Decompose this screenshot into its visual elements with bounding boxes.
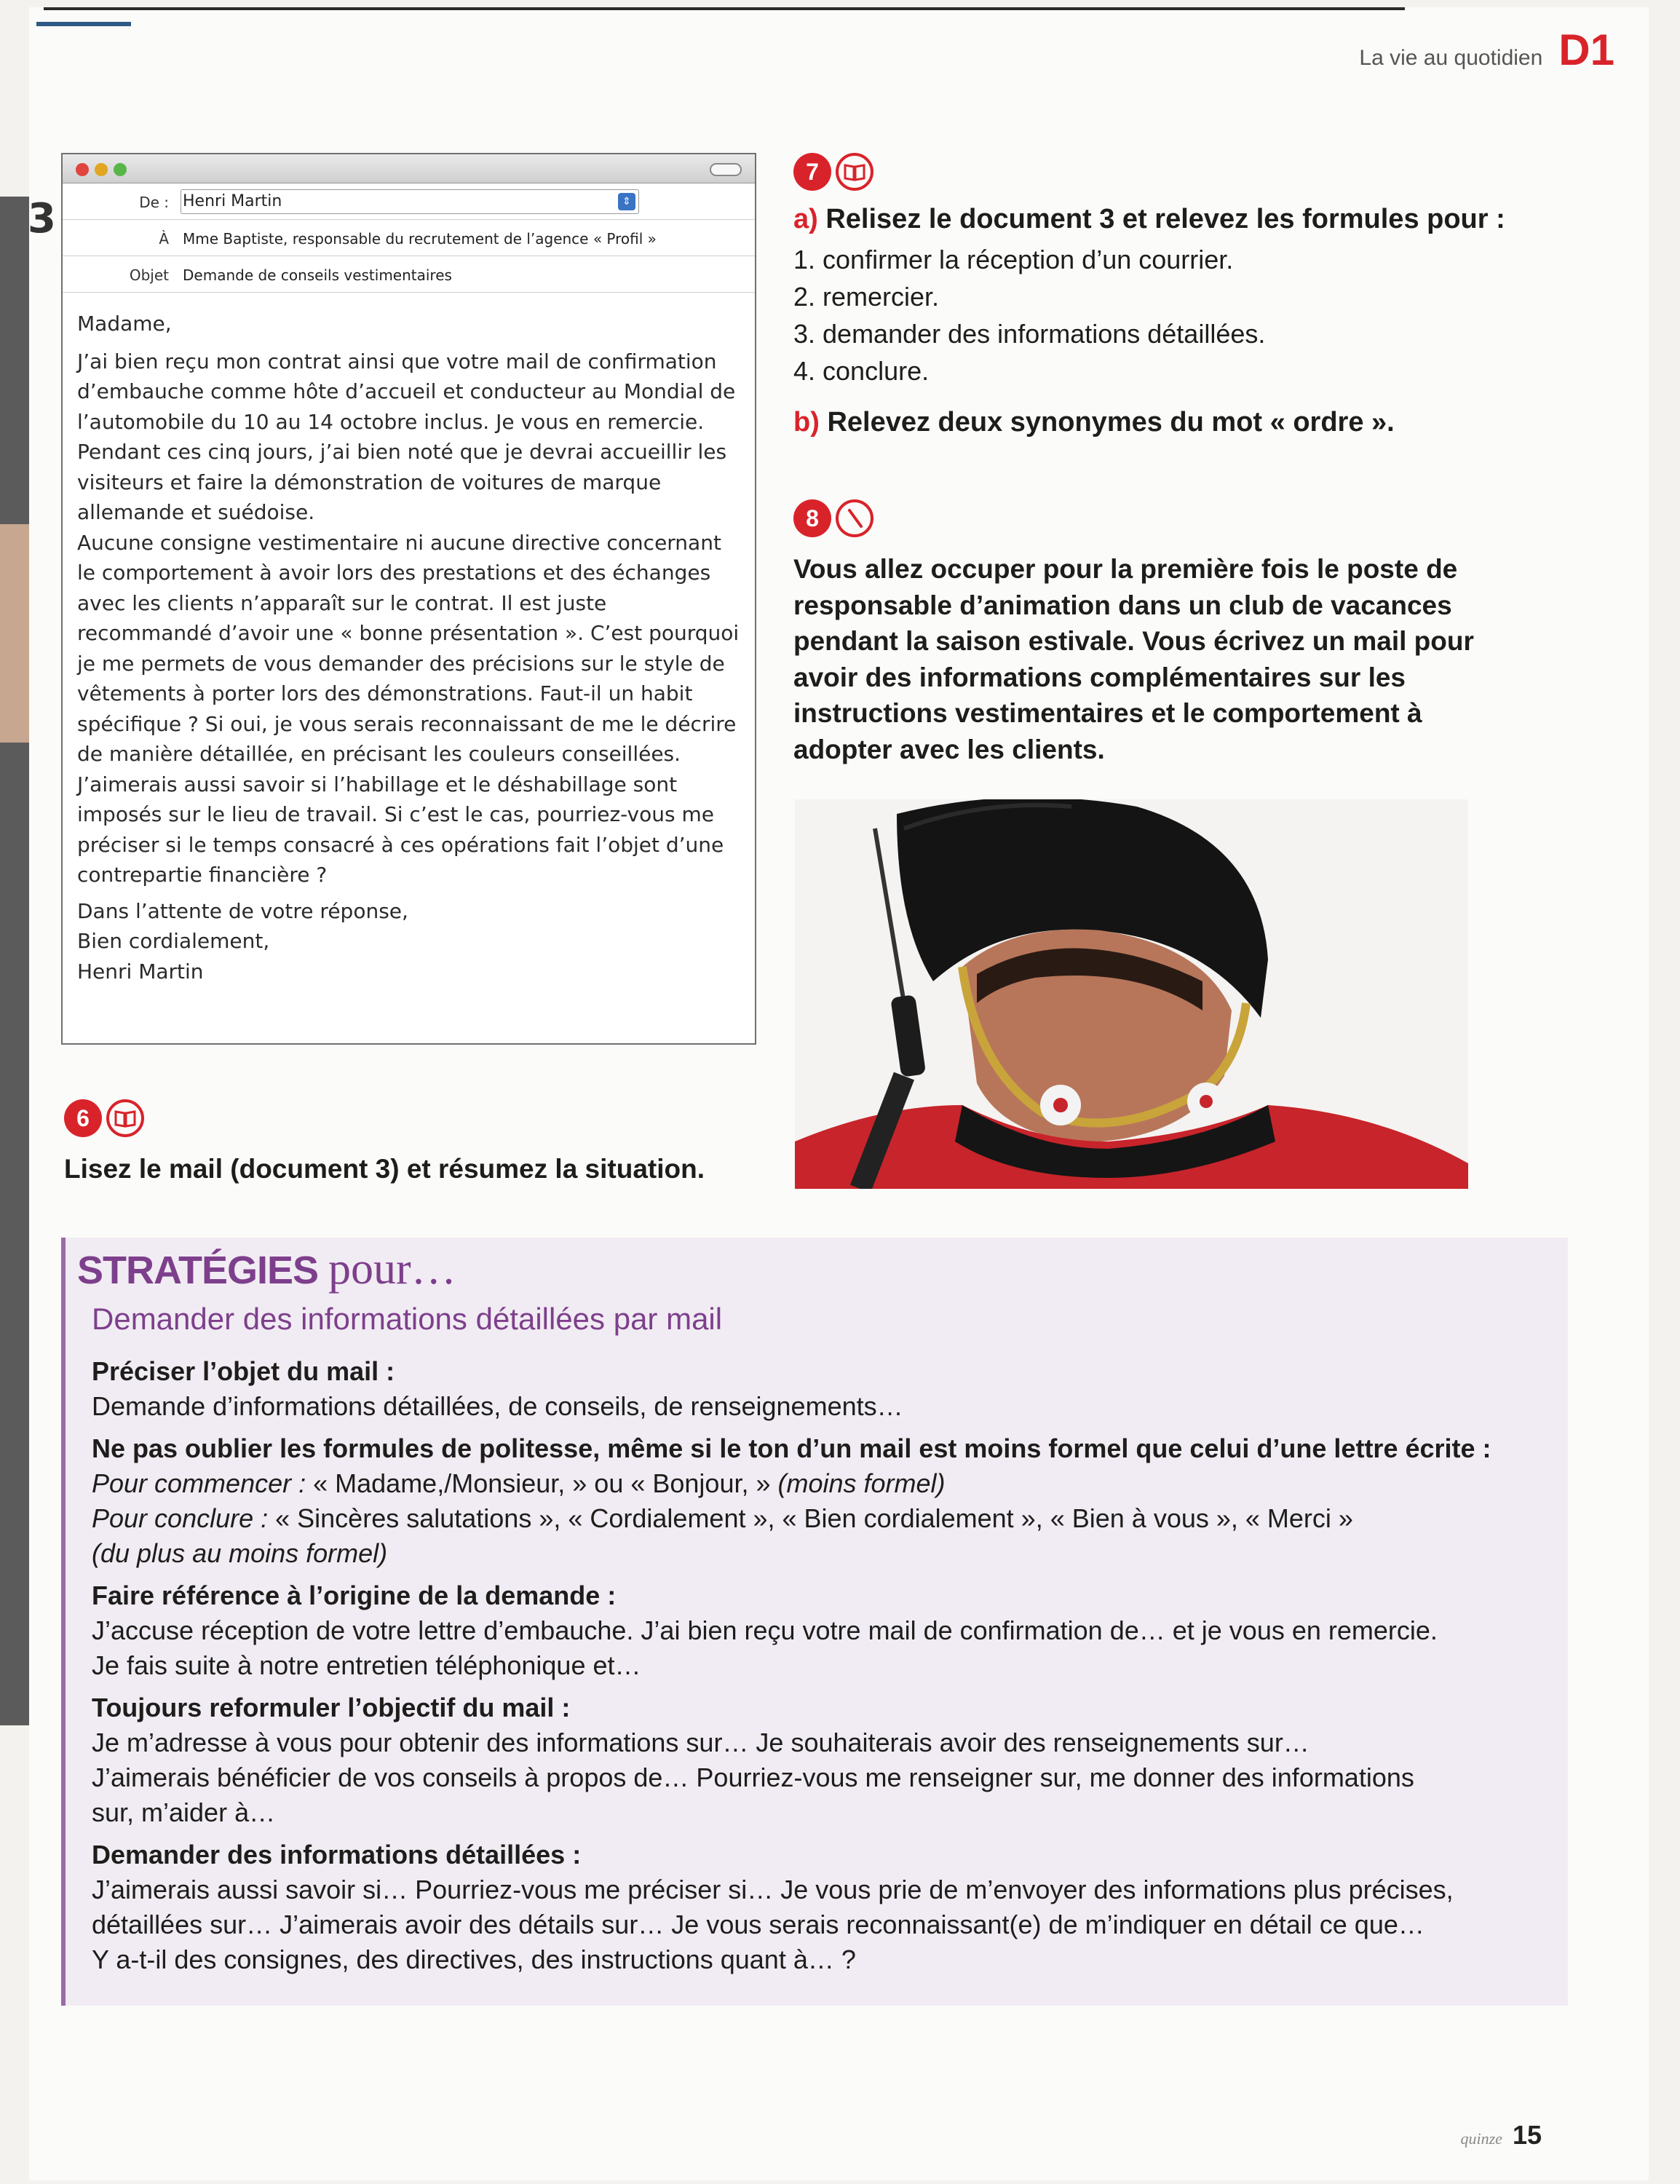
section-line: Je m’adresse à vous pour obtenir des informations sur… Je souhaiterais avoir des renseignements sur…: [92, 1728, 1309, 1757]
page-footer: [1461, 2120, 1542, 2151]
section-heading: Préciser l’objet du mail :: [92, 1356, 395, 1386]
list-item: 3. demander des informations détaillées.: [793, 319, 1266, 349]
page-header: [1359, 25, 1614, 75]
line-note: (moins formel): [777, 1468, 946, 1498]
question-text: Relisez le document 3 et relevez les formules pour :: [825, 204, 1505, 234]
guard-photo: [795, 799, 1468, 1189]
section-heading: Faire référence à l’origine de la demande :: [92, 1580, 617, 1610]
exercise-6-badge: [64, 1099, 144, 1137]
top-rule-accent: [36, 22, 131, 26]
section-line: Demande d’informations détaillées, de conseils, de renseignements…: [92, 1391, 903, 1421]
strategies-box: [61, 1238, 1568, 2006]
to-value: Mme Baptiste, responsable du recrutement de l’agence « Profil »: [183, 230, 657, 248]
section-heading: Demander des informations détaillées :: [92, 1840, 582, 1870]
mail-greeting: Madame,: [77, 312, 172, 336]
document-number: 3: [28, 195, 56, 242]
section-line: J’aimerais bénéficier de vos conseils à propos de… Pourriez-vous me renseigner sur, me donner des informations: [92, 1762, 1414, 1792]
line-text: « Sincères salutations », « Cordialement », « Bien cordialement », « Bien à vous », « Merci »: [268, 1503, 1353, 1533]
mail-body: [63, 293, 755, 986]
page-number: 15: [1512, 2120, 1542, 2150]
strategies-content: [92, 1354, 1555, 1977]
book-icon: [106, 1099, 144, 1137]
mail-signature: Henri Martin: [77, 959, 204, 984]
mail-paragraph: J’ai bien reçu mon contrat ainsi que votre mail de confirmation d’embauche comme hôte d’accueil et conducteur au Mondial de l’automobile du 10 au 14 octobre inclus. Je vous en remercie.: [77, 349, 736, 434]
to-label: À: [159, 230, 169, 248]
section-line: J’accuse réception de votre lettre d’embauche. J’ai bien reçu votre mail de confirmation de… et je vous en remercie.: [92, 1615, 1438, 1645]
mail-window: [61, 153, 756, 1045]
section-heading: Toujours reformuler l’objectif du mail :: [92, 1693, 571, 1722]
section-line: (du plus au moins formel): [92, 1538, 388, 1568]
chapter-code: D1: [1558, 25, 1614, 74]
pen-icon: [836, 499, 873, 537]
question-list: [793, 241, 1521, 389]
select-arrows-icon: ⇕: [618, 193, 635, 210]
list-item: 1. confirmer la réception d’un courrier.: [793, 245, 1234, 274]
mail-from-row: [63, 183, 755, 220]
exercise-7: [793, 204, 1521, 438]
mail-paragraph: Aucune consigne vestimentaire ni aucune directive concernant le comportement à avoir lors des prestations et des échanges avec les clients n’apparaît sur le contrat. Il est juste recommandé d’avoir une « bonne présentation ». C’est pourquoi je me permets de vous demander des précisions sur le style de vêtements à porter lors des démonstrations. Faut-il un habit spécifique ? Si oui, je vous serais reconnaissant de me le décrire de manière détaillée, en précisant les couleurs conseillées. J’aimerais aussi savoir si l’habillage et le déshabillage sont imposés sur le lieu de travail. Si c’est le cas, pourriez-vous me préciser si le temps consacré à ces opérations fait l’objet d’une contrepartie financière ?: [77, 530, 740, 887]
strategies-subtitle: Demander des informations détaillées par mail: [92, 1302, 723, 1336]
book-icon: [836, 153, 873, 191]
mail-titlebar: [63, 154, 755, 183]
zoom-dot-icon: [114, 163, 127, 176]
section-line: [92, 1501, 1555, 1536]
mail-subject-row: [63, 256, 755, 293]
section-line: Je fais suite à notre entretien téléphonique et…: [92, 1650, 641, 1680]
question-b: [793, 407, 1521, 438]
line-label: Pour conclure :: [92, 1503, 269, 1533]
strategies-heading: STRATÉGIES: [77, 1249, 319, 1292]
strategies-title: [77, 1243, 456, 1295]
exercise-number: 8: [793, 499, 831, 537]
subject-label: Objet: [129, 266, 169, 284]
exercise-6-text: Lisez le mail (document 3) et résumez la situation.: [64, 1154, 705, 1184]
section-line: Y a-t-il des consignes, des directives, des instructions quant à… ?: [92, 1944, 856, 1974]
minimize-dot-icon: [95, 163, 108, 176]
from-value: Henri Martin: [183, 192, 282, 210]
section-line: [92, 1466, 1555, 1501]
subject-value: Demande de conseils vestimentaires: [183, 266, 452, 284]
section-line: détaillées sur… J’aimerais avoir des détails sur… Je vous serais reconnaissant(e) de m’indiquer en détail ce que…: [92, 1910, 1425, 1939]
strategies-pour: pour…: [328, 1244, 456, 1294]
line-label: Pour commencer :: [92, 1468, 306, 1498]
mail-to-row: [63, 220, 755, 256]
previous-page-edge: [0, 197, 29, 1725]
previous-page-photo-edge: [0, 524, 29, 743]
exercise-8-badge: [793, 499, 873, 537]
exercise-7-badge: [793, 153, 873, 191]
question-letter: a): [793, 204, 818, 234]
mail-closing: Bien cordialement,: [77, 929, 270, 953]
close-dot-icon: [76, 163, 89, 176]
page-word: quinze: [1460, 2129, 1502, 2148]
exercise-number: 6: [64, 1099, 102, 1137]
list-item: 4. conclure.: [793, 356, 930, 386]
top-rule: [44, 7, 1405, 10]
mail-closing: Dans l’attente de votre réponse,: [77, 898, 408, 923]
toolbar-toggle-icon: [710, 163, 742, 176]
section-line: J’aimerais aussi savoir si… Pourriez-vous me préciser si… Je vous prie de m’envoyer des informations plus précises,: [92, 1875, 1454, 1904]
exercise-number: 7: [793, 153, 831, 191]
from-label: De :: [139, 194, 169, 211]
exercise-8-text: Vous allez occuper pour la première fois le poste de responsable d’animation dans un club de vacances pendant la saison estivale. Vous écrivez un mail pour avoir des informations complémentaires sur les instructions vestimentaires et le comportement à adopter avec les clients.: [793, 554, 1474, 764]
question-a: [793, 204, 1521, 235]
section-line: sur, m’aider à…: [92, 1797, 276, 1827]
list-item: 2. remercier.: [793, 282, 940, 312]
question-text: Relevez deux synonymes du mot « ordre ».: [827, 407, 1395, 438]
chapter-title: La vie au quotidien: [1359, 46, 1543, 70]
mail-paragraph: Pendant ces cinq jours, j’ai bien noté que je devrai accueillir les visiteurs et faire la démonstration de voitures de marque allemande et suédoise.: [77, 440, 727, 524]
section-heading: Ne pas oublier les formules de politesse, même si le ton d’un mail est moins formel que celui d’une lettre écrite :: [92, 1433, 1491, 1463]
question-letter: b): [793, 407, 820, 438]
line-text: « Madame,/Monsieur, » ou « Bonjour, »: [306, 1468, 778, 1498]
